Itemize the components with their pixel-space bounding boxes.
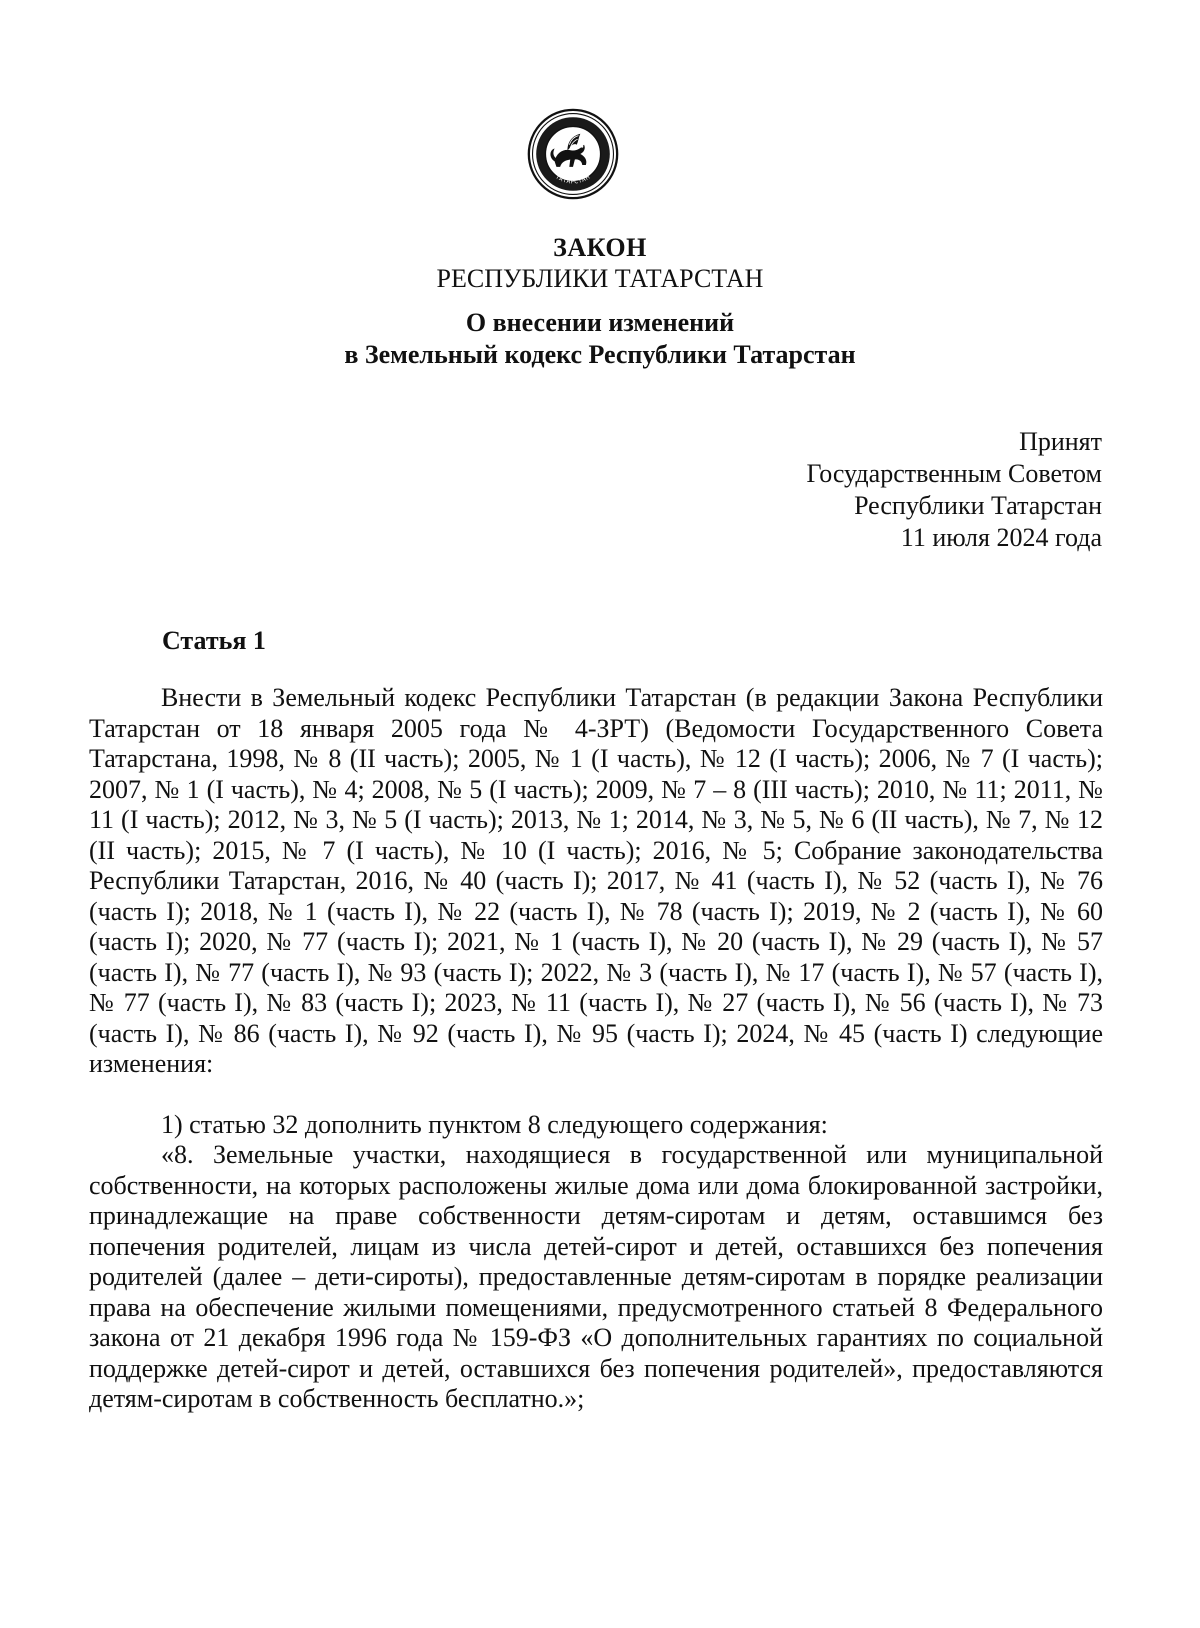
adoption-line-2: Государственным Советом — [806, 459, 1102, 488]
republic-line: РЕСПУБЛИКИ ТАТАРСТАН — [436, 264, 764, 293]
article-intro-paragraph: Внести в Земельный кодекс Республики Татарстан (в редакции Закона Республики Татарстан от 18 января 2005 года № 4-ЗРТ) (Ведомости Государственного Совета Татарстана, 1998, № 8 (II часть); 2005, № 1 (I часть), № 12 (I часть); 2006, № 7 (I часть); 2007, № 1 (I часть), № 4; 2008, № 5 (I часть); 2009, № 7 – 8 (III часть); 2010, № 11; 2011, № 11 (I часть); 2012, № 3, № 5 (I часть); 2013, № 1; 2014, № 3, № 5, № 6 (II часть), № 7, № 12 (II часть); 2015, № 7 (I часть), № 10 (I часть); 2016, № 5; Собрание законодательства Республики Татарстан, 2016, № 40 (часть I); 2017, № 41 (часть I), № 52 (часть I), № 76 (часть I); 2018, № 1 (часть I), № 22 (часть I), № 78 (часть I); 2019, № 2 (часть I), № 60 (часть I); 2020, № 77 (часть I); 2021, № 1 (часть I), № 20 (часть I), № 29 (часть I), № 57 (часть I), № 77 (часть I), № 93 (часть I); 2022, № 3 (часть I), № 17 (часть I), № 57 (часть I), № 77 (часть I), № 83 (часть I); 2023, № 11 (часть I), № 27 (часть I), № 56 (часть I), № 73 (часть I), № 86 (часть I), № 92 (часть I), № 95 (часть I); 2024, № 45 (часть I) следующие изменения: — [89, 683, 1103, 1078]
article-heading: Статья 1 — [162, 626, 266, 655]
law-subject — [0, 307, 1200, 371]
tatarstan-coat-of-arms-icon — [527, 108, 619, 200]
law-subject-line-1: О внесении изменений — [465, 308, 735, 337]
adoption-block — [702, 426, 1102, 554]
amendment-item-1-text: «8. Земельные участки, находящиеся в государственной или муниципальной собственности, на которых расположены жилые дома или дома блокированной застройки, принадлежащие на праве собственности детям-сиротам и детям, оставшимся без попечения родителей, лицам из числа детей-сирот и детей, оставшихся без попечения родителей (далее – дети-сироты), предоставленные детям-сиротам в порядке реализации права на обеспечение жилыми помещениями, предусмотренного статьей 8 Федерального закона от 21 декабря 1996 года № 159-ФЗ «О дополнительных гарантиях по социальной поддержке детей-сирот и детей, оставшихся без попечения родителей», предоставляются детям-сиротам в собственность бесплатно.»; — [89, 1140, 1103, 1413]
law-title: ЗАКОН — [553, 233, 647, 262]
document-title-block — [0, 233, 1200, 371]
amendment-item-1-lead: 1) статью 32 дополнить пунктом 8 следующего содержания: — [161, 1109, 828, 1139]
adoption-line-1: Принят — [1019, 427, 1102, 456]
article-body — [89, 683, 1103, 1415]
law-subject-line-2: в Земельный кодекс Республики Татарстан — [344, 340, 856, 369]
adoption-date: 11 июля 2024 года — [900, 523, 1102, 552]
adoption-line-3: Республики Татарстан — [854, 491, 1102, 520]
emblem-ring-text: ТАТАРСТАН — [554, 174, 592, 186]
